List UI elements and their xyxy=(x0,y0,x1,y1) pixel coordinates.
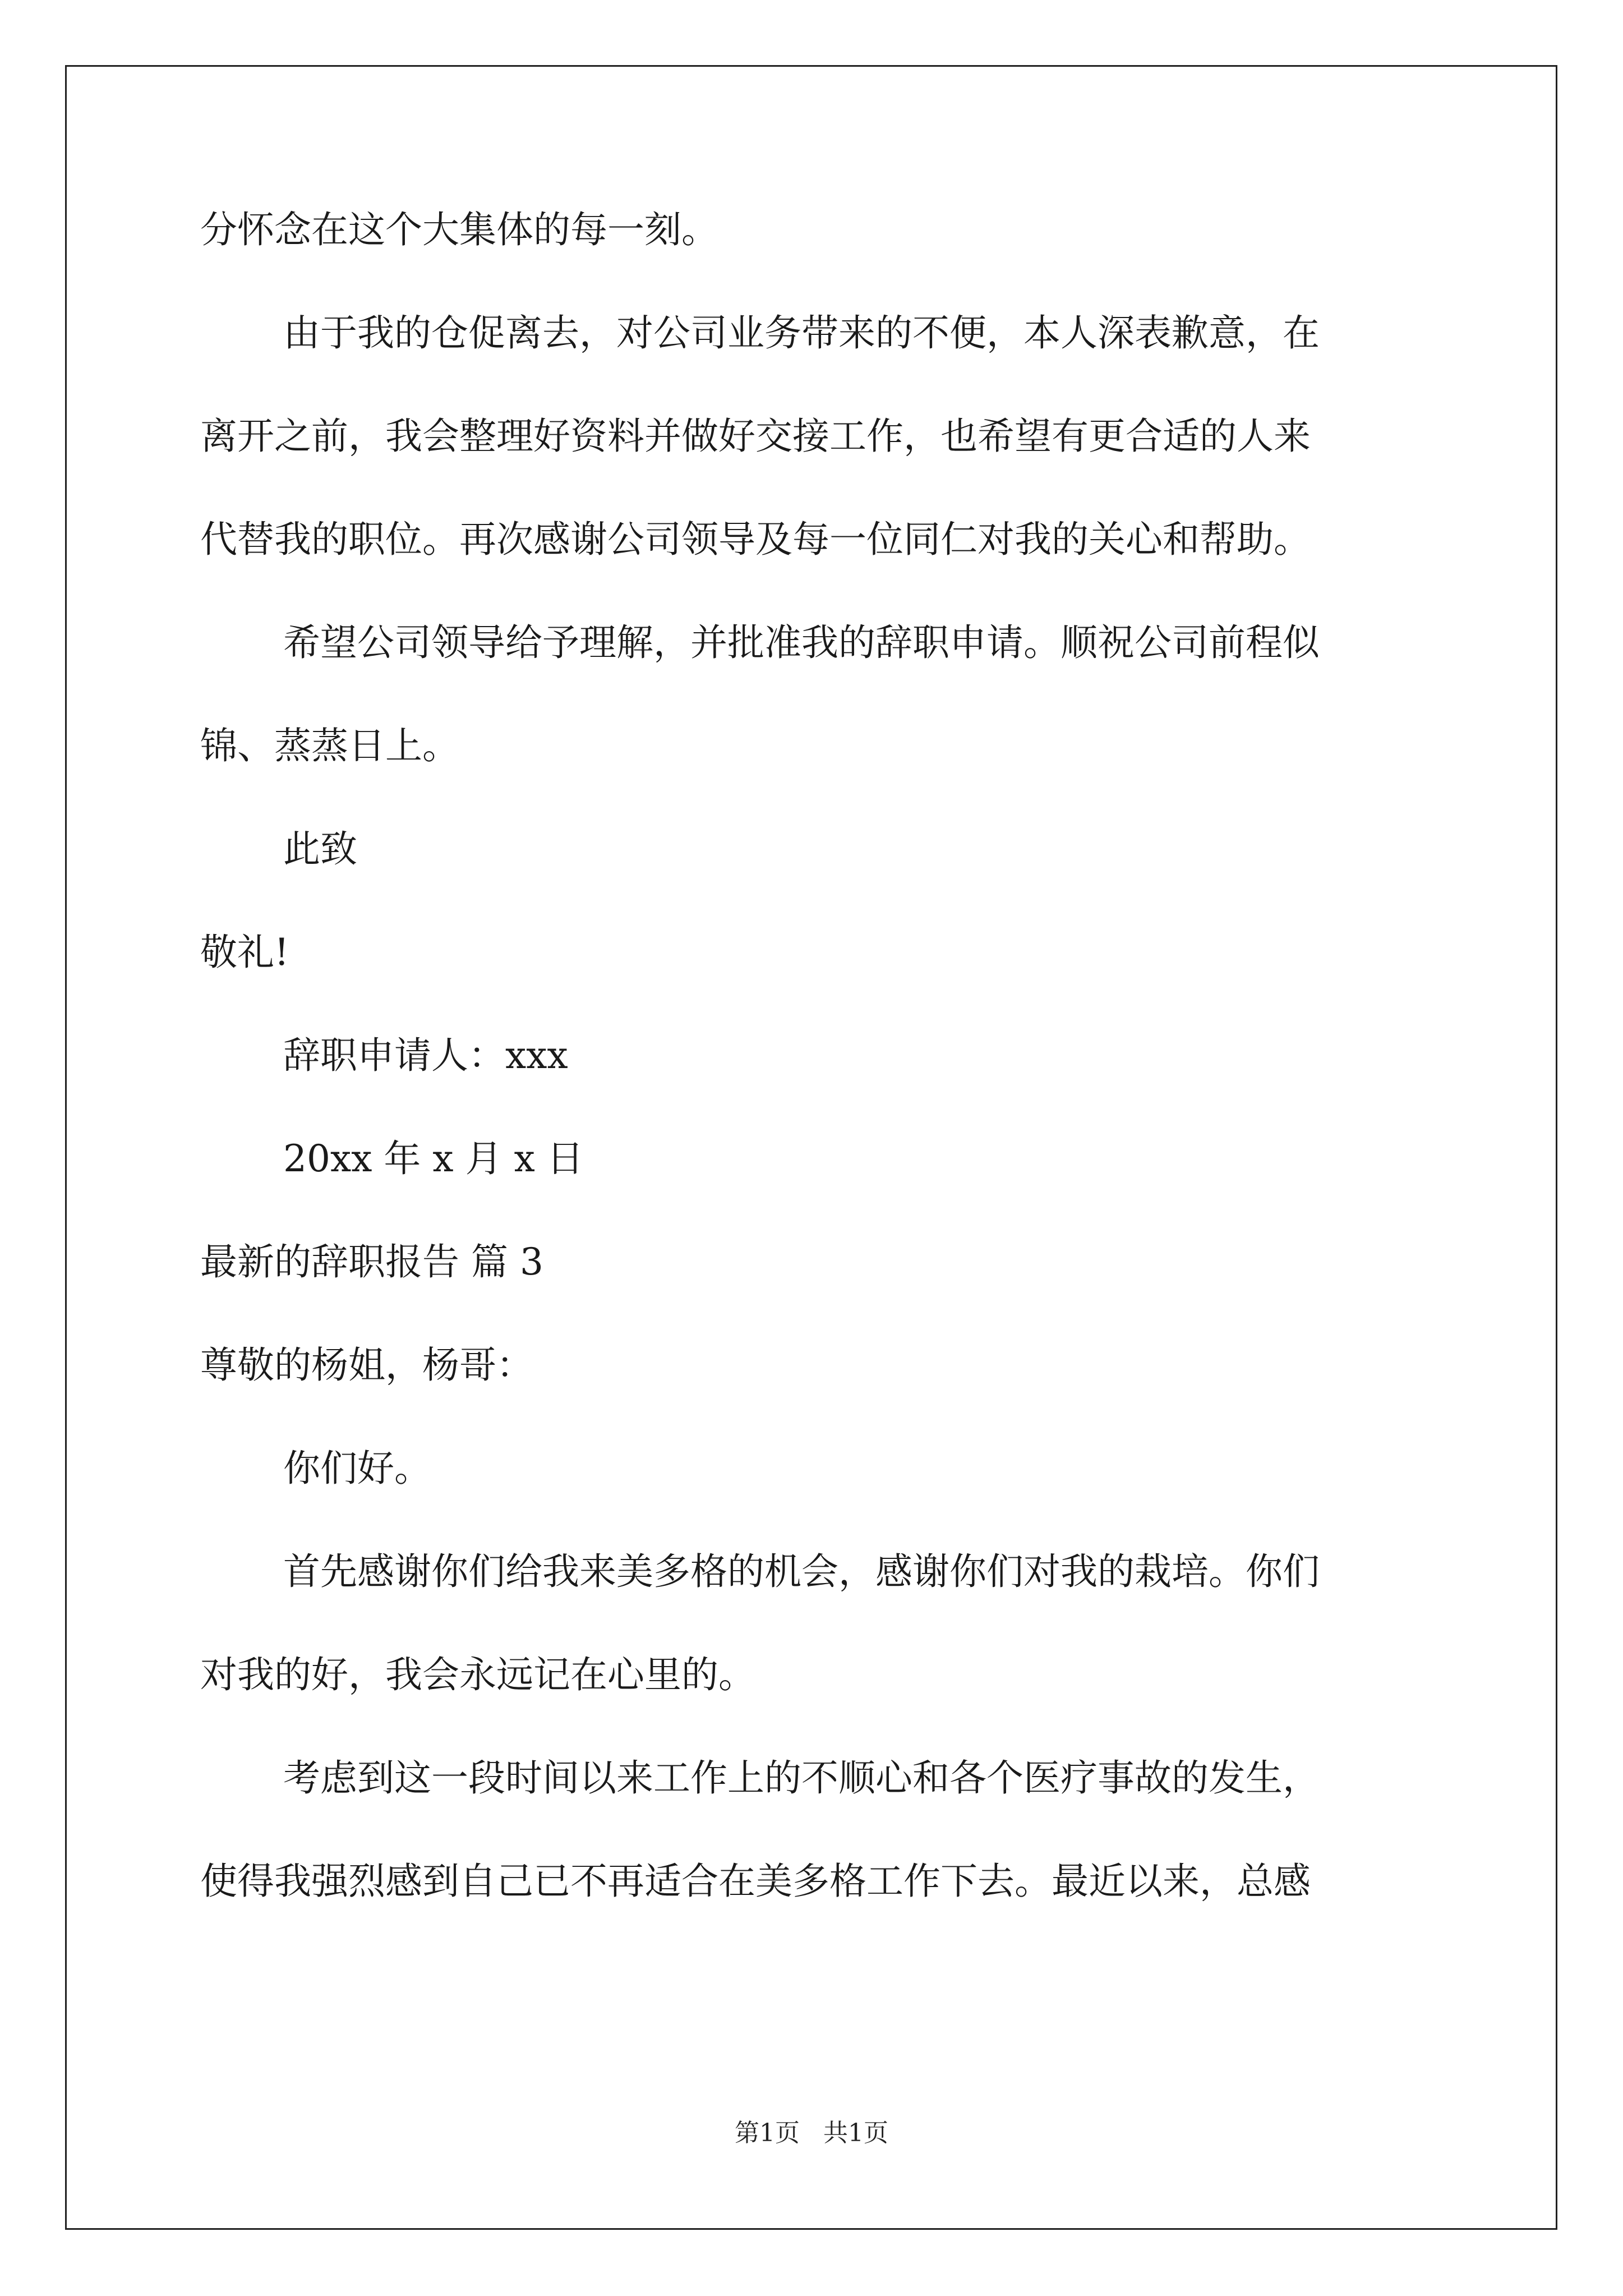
document-body xyxy=(200,208,1434,1962)
signature-line: 辞职申请人：xxx xyxy=(283,1034,568,1077)
date-line: 20xx 年 x 月 x 日 xyxy=(283,1137,584,1180)
text-line: 分怀念在这个大集体的每一刻。 xyxy=(200,208,718,251)
text-line: 代替我的职位。再次感谢公司领导及每一位同仁对我的关心和帮助。 xyxy=(200,518,1311,561)
text-line: 离开之前，我会整理好资料并做好交接工作，也希望有更合适的人来 xyxy=(200,415,1311,458)
closing-salutation: 此致 xyxy=(283,827,357,871)
text-line: 对我的好，我会永远记在心里的。 xyxy=(200,1653,755,1696)
paragraph-line: 首先感谢你们给我来美多格的机会，感谢你们对我的栽培。你们 xyxy=(283,1550,1320,1593)
paragraph-line: 由于我的仓促离去，对公司业务带来的不便，本人深表歉意，在 xyxy=(283,311,1320,355)
paragraph-line: 考虑到这一段时间以来工作上的不顺心和各个医疗事故的发生， xyxy=(283,1756,1320,1800)
text-line: 使得我强烈感到自己已不再适合在美多格工作下去。最近以来，总感 xyxy=(200,1860,1311,1903)
paragraph-line: 你们好。 xyxy=(283,1447,431,1490)
paragraph-line: 希望公司领导给予理解，并批准我的辞职申请。顺祝公司前程似 xyxy=(283,621,1320,664)
greeting-line: 尊敬的杨姐，杨哥： xyxy=(200,1343,533,1387)
section-heading: 最新的辞职报告 篇 3 xyxy=(200,1240,543,1283)
closing-respect: 敬礼! xyxy=(200,931,289,974)
page-footer: 第1页 共1页 xyxy=(735,2119,888,2147)
text-line: 锦、蒸蒸日上。 xyxy=(200,724,459,767)
